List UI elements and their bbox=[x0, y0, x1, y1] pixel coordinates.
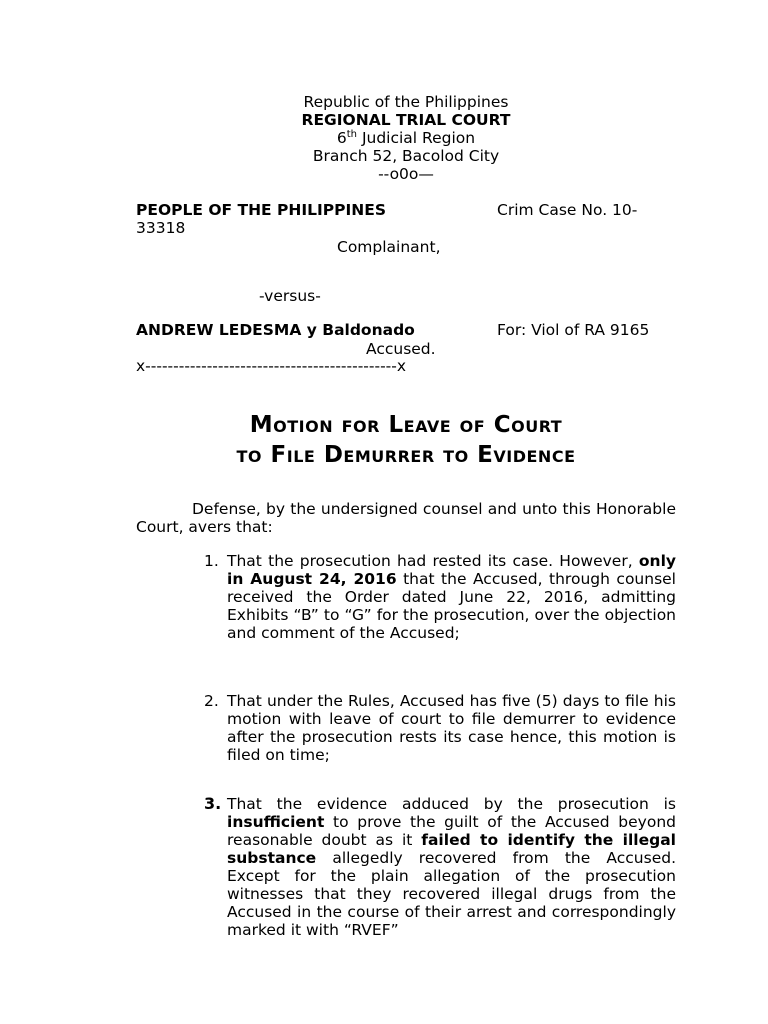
list-item bbox=[204, 692, 676, 764]
motion-title-line1: Motion for Leave of Court bbox=[249, 412, 563, 438]
republic-line: Republic of the Philippines bbox=[303, 93, 509, 111]
item-text: That the evidence adduced by the prosecution is insufficient to prove the guilt of the Accused beyond reasonable doubt as it failed to identify the illegal substance allegedly recovered from the Accused. Except for the plain allegation of the prosecution witnesses that they recovered illegal drugs from the Accused in the course of their arrest and correspondingly marked it with “RVEF” bbox=[227, 795, 676, 939]
item-number: 3. bbox=[204, 794, 222, 813]
case-number-line1: Crim Case No. 10- bbox=[497, 201, 638, 219]
intro-paragraph: Defense, by the undersigned counsel and unto this Honorable Court, avers that: bbox=[136, 500, 676, 536]
court-caption bbox=[136, 93, 676, 183]
motion-title-line2: to File Demurrer to Evidence bbox=[236, 442, 576, 468]
item-text: That the prosecution had rested its case. However, only in August 24, 2016 that the Accused, through counsel received the Order dated June 22, 2016, admitting Exhibits “B” to “G” for the prosecution, over the objection and comment of the Accused; bbox=[227, 552, 676, 642]
branch-line: Branch 52, Bacolod City bbox=[312, 147, 500, 165]
court-name: REGIONAL TRIAL COURT bbox=[301, 111, 511, 129]
offense-label: For: Viol of RA 9165 bbox=[497, 321, 650, 339]
accused-name: ANDREW LEDESMA y Baldonado bbox=[136, 321, 415, 339]
item-number: 1. bbox=[204, 552, 219, 570]
caption-divider: x---------------------------------------------x bbox=[136, 357, 407, 375]
caption-separator: --o0o— bbox=[378, 165, 434, 183]
plaintiff-name: PEOPLE OF THE PHILIPPINES bbox=[136, 201, 386, 219]
list-item bbox=[204, 795, 676, 939]
versus-label: -versus- bbox=[259, 287, 321, 305]
judicial-region: 6th Judicial Region bbox=[336, 128, 476, 147]
case-number-line2: 33318 bbox=[136, 219, 186, 237]
item-number: 2. bbox=[204, 692, 219, 710]
item-text: That under the Rules, Accused has five (5) days to file his motion with leave of court to file demurrer to evidence after the prosecution rests its case hence, this motion is filed on time; bbox=[227, 692, 676, 764]
plaintiff-role: Complainant, bbox=[337, 238, 441, 256]
accused-role: Accused. bbox=[366, 340, 436, 358]
list-item bbox=[204, 552, 676, 642]
